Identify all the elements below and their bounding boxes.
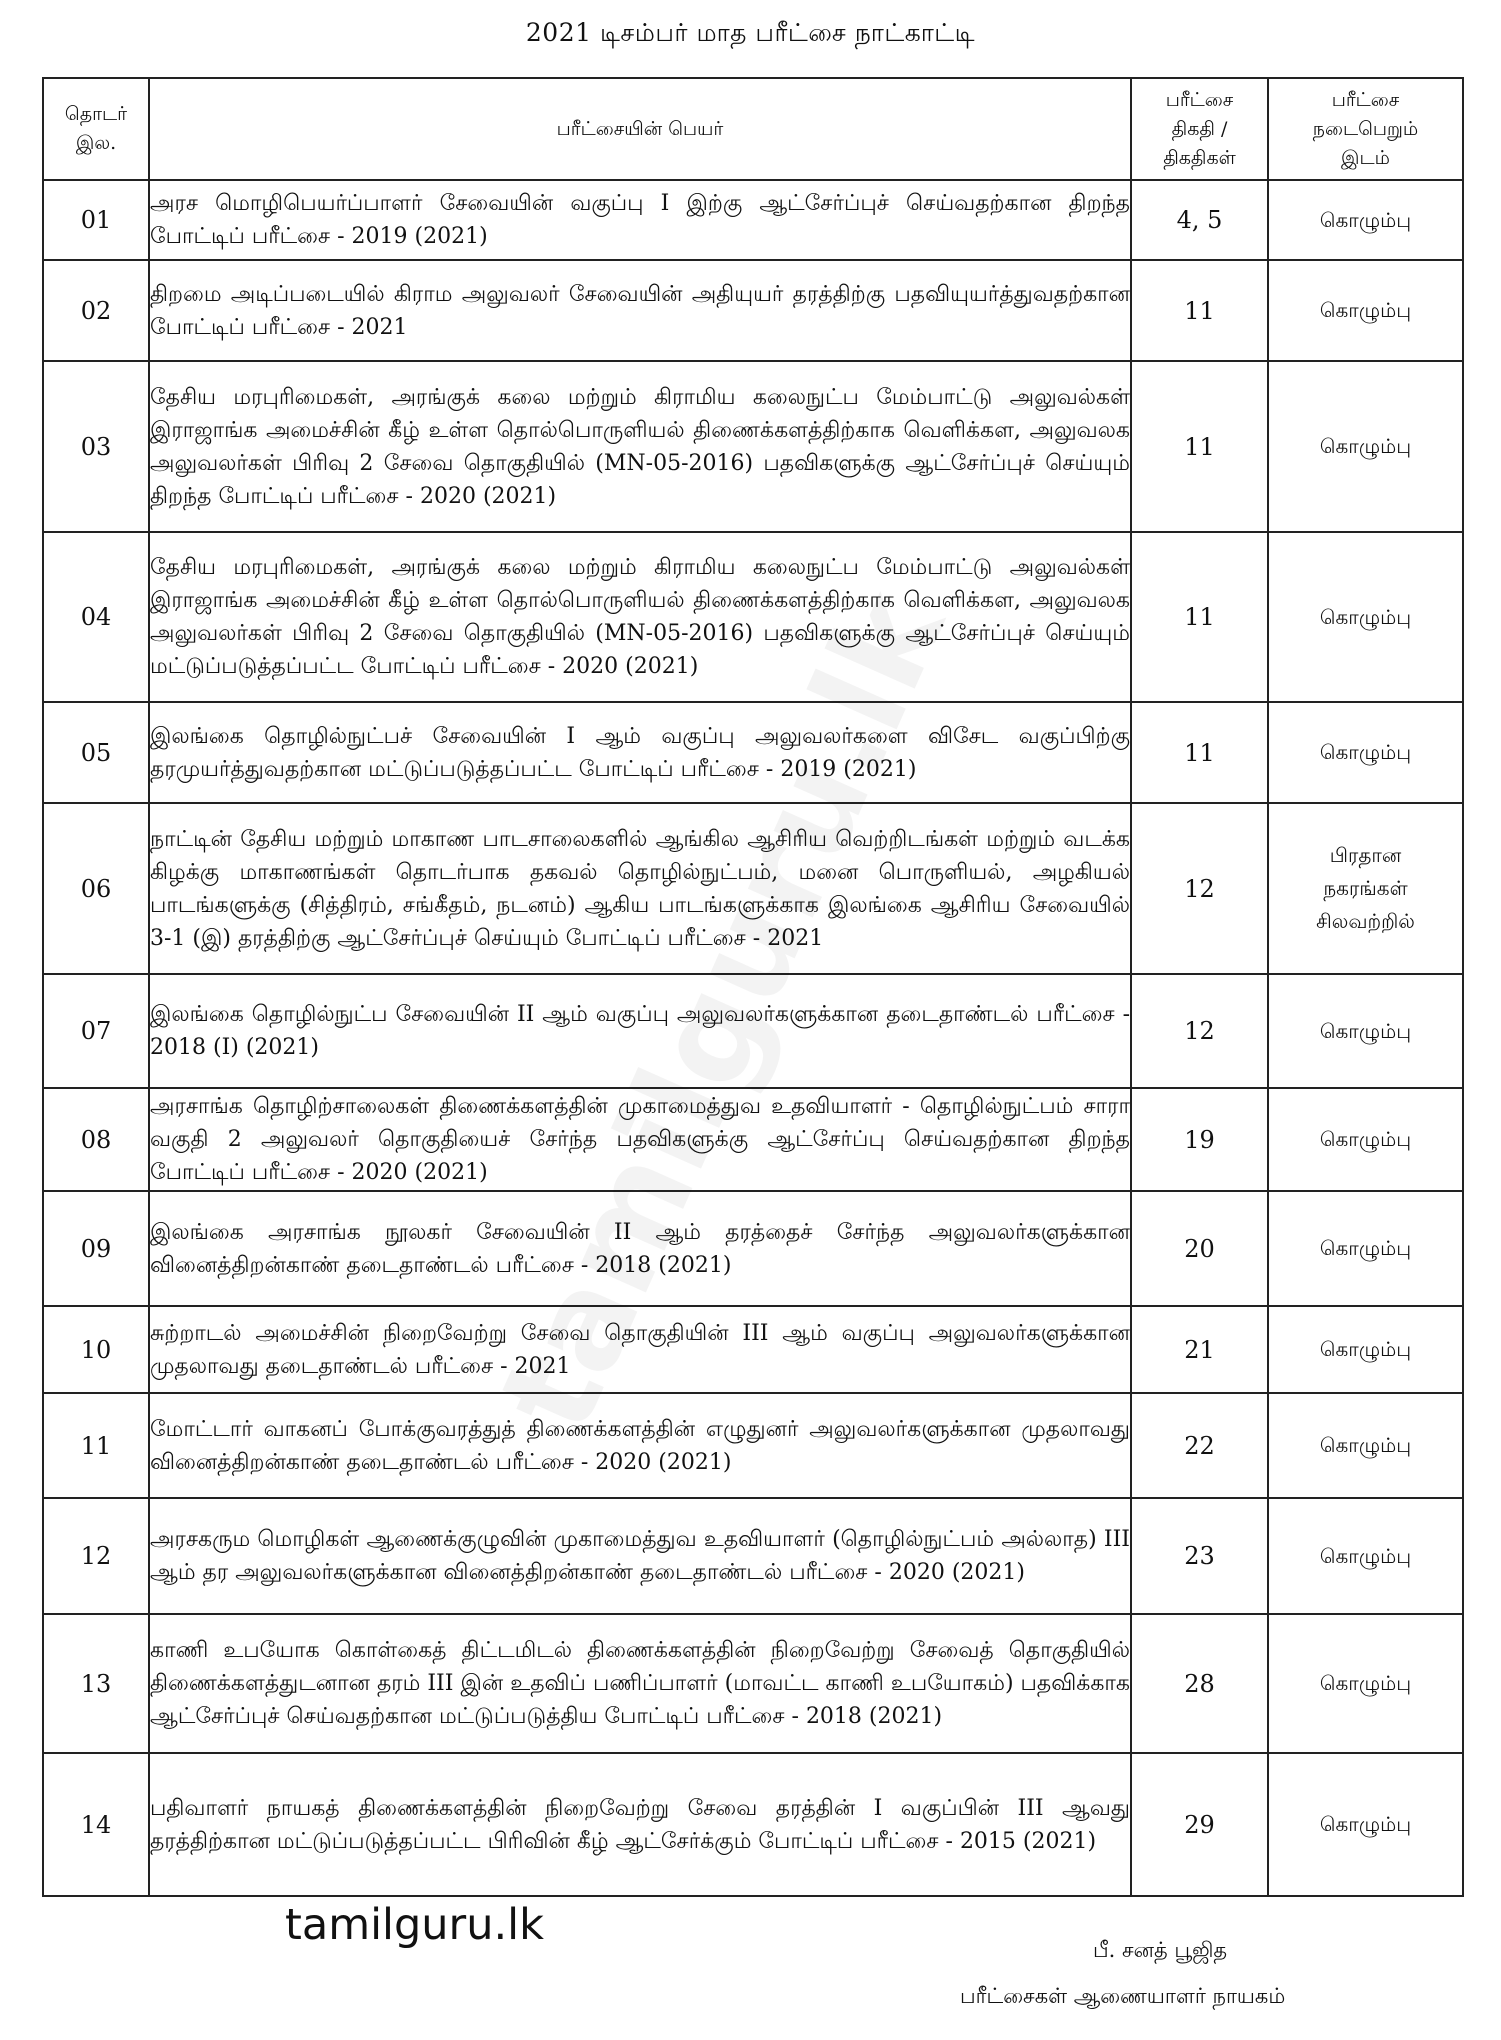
exam-place: கொழும்பு (1268, 1393, 1463, 1498)
exam-place: கொழும்பு (1268, 1753, 1463, 1896)
exam-date: 11 (1131, 260, 1268, 361)
exam-place: கொழும்பு (1268, 180, 1463, 260)
exam-name: நாட்டின் தேசிய மற்றும் மாகாண பாடசாலைகளில் ஆங்கில ஆசிரிய வெற்றிடங்கள் மற்றும் வடக்க கிழக்கு மாகாணங்கள் தொடர்பாக தகவல் தொழில்நுட்பம், மனை பொருளியல், அழகியல் பாடங்களுக்கு (சித்திரம், சங்கீதம், நடனம்) ஆகிய பாடங்களுக்காக இலங்கை ஆசிரிய சேவையில் 3-1 (இ) தரத்திற்கு ஆட்சேர்ப்புச் செய்யும் போட்டிப் பரீட்சை - 2021 (149, 803, 1131, 974)
exam-place: கொழும்பு (1268, 260, 1463, 361)
site-brand: tamilguru.lk (285, 1900, 544, 1950)
header-exam-name: பரீட்சையின் பெயர் (149, 78, 1131, 180)
row-number: 02 (43, 260, 149, 361)
exam-place: கொழும்பு (1268, 1498, 1463, 1614)
table-row (43, 1753, 1463, 1896)
signatory-name: பீ. சனத் பூஜித (1093, 1938, 1228, 1962)
exam-date: 21 (1131, 1306, 1268, 1393)
table-row (43, 1191, 1463, 1306)
exam-name: தேசிய மரபுரிமைகள், அரங்குக் கலை மற்றும் கிராமிய கலைநுட்ப மேம்பாட்டு அலுவல்கள் இராஜாங்க அமைச்சின் கீழ் உள்ள தொல்பொருளியல் திணைக்களத்திற்காக வெளிக்கள, அலுவலக அலுவலர்கள் பிரிவு 2 சேவை தொகுதியில் (MN-05-2016) பதவிகளுக்கு ஆட்சேர்ப்புச் செய்யும் திறந்த போட்டிப் பரீட்சை - 2020 (2021) (149, 361, 1131, 532)
exam-name: இலங்கை தொழில்நுட்பச் சேவையின் I ஆம் வகுப்பு அலுவலர்களை விசேட வகுப்பிற்கு தரமுயர்த்துவதற்கான மட்டுப்படுத்தப்பட்ட போட்டிப் பரீட்சை - 2019 (2021) (149, 702, 1131, 803)
exam-place: கொழும்பு (1268, 1614, 1463, 1753)
table-row (43, 1614, 1463, 1753)
row-number: 07 (43, 974, 149, 1088)
row-number: 05 (43, 702, 149, 803)
exam-date: 11 (1131, 532, 1268, 702)
exam-place: கொழும்பு (1268, 974, 1463, 1088)
page-title: 2021 டிசம்பர் மாத பரீட்சை நாட்காட்டி (525, 18, 976, 47)
table-row (43, 260, 1463, 361)
table-row (43, 532, 1463, 702)
exam-name: அரச மொழிபெயர்ப்பாளர் சேவையின் வகுப்பு I இற்கு ஆட்சேர்ப்புச் செய்வதற்கான திறந்த போட்டிப் பரீட்சை - 2019 (2021) (149, 180, 1131, 260)
row-number: 10 (43, 1306, 149, 1393)
exam-date: 12 (1131, 803, 1268, 974)
row-number: 01 (43, 180, 149, 260)
exam-name: தேசிய மரபுரிமைகள், அரங்குக் கலை மற்றும் கிராமிய கலைநுட்ப மேம்பாட்டு அலுவல்கள் இராஜாங்க அமைச்சின் கீழ் உள்ள தொல்பொருளியல் திணைக்களத்திற்காக வெளிக்கள, அலுவலக அலுவலர்கள் பிரிவு 2 சேவை தொகுதியில் (MN-05-2016) பதவிகளுக்கு ஆட்சேர்ப்புச் செய்யும் மட்டுப்படுத்தப்பட்ட போட்டிப் பரீட்சை - 2020 (2021) (149, 532, 1131, 702)
exam-name: அரசகரும மொழிகள் ஆணைக்குழுவின் முகாமைத்துவ உதவியாளர் (தொழில்நுட்பம் அல்லாத) III ஆம் தர அலுவலர்களுக்கான வினைத்திறன்காண் தடைதாண்டல் பரீட்சை - 2020 (2021) (149, 1498, 1131, 1614)
exam-date: 23 (1131, 1498, 1268, 1614)
exam-place: கொழும்பு (1268, 1306, 1463, 1393)
exam-place: கொழும்பு (1268, 361, 1463, 532)
table-row (43, 361, 1463, 532)
row-number: 03 (43, 361, 149, 532)
table-row (43, 1393, 1463, 1498)
exam-place: கொழும்பு (1268, 532, 1463, 702)
row-number: 09 (43, 1191, 149, 1306)
table-row (43, 1498, 1463, 1614)
row-number: 14 (43, 1753, 149, 1896)
exam-date: 4, 5 (1131, 180, 1268, 260)
exam-date: 12 (1131, 974, 1268, 1088)
exam-place: கொழும்பு (1268, 1191, 1463, 1306)
header-exam-date: பரீட்சை திகதி / திகதிகள் (1131, 78, 1268, 180)
table-row (43, 1306, 1463, 1393)
exam-name: மோட்டார் வாகனப் போக்குவரத்துத் திணைக்களத்தின் எழுதுனர் அலுவலர்களுக்கான முதலாவது வினைத்திறன்காண் தடைதாண்டல் பரீட்சை - 2020 (2021) (149, 1393, 1131, 1498)
row-number: 11 (43, 1393, 149, 1498)
exam-name: இலங்கை அரசாங்க நூலகர் சேவையின் II ஆம் தரத்தைச் சேர்ந்த அலுவலர்களுக்கான வினைத்திறன்காண் தடைதாண்டல் பரீட்சை - 2018 (2021) (149, 1191, 1131, 1306)
exam-place: கொழும்பு (1268, 1088, 1463, 1191)
exam-name: பதிவாளர் நாயகத் திணைக்களத்தின் நிறைவேற்று சேவை தரத்தின் I வகுப்பின் III ஆவது தரத்திற்கான மட்டுப்படுத்தப்பட்ட பிரிவின் கீழ் ஆட்சேர்க்கும் போட்டிப் பரீட்சை - 2015 (2021) (149, 1753, 1131, 1896)
exam-date: 22 (1131, 1393, 1268, 1498)
exam-place: பிரதான நகரங்கள் சிலவற்றில் (1268, 803, 1463, 974)
exam-date: 29 (1131, 1753, 1268, 1896)
exam-date: 19 (1131, 1088, 1268, 1191)
exam-date: 11 (1131, 702, 1268, 803)
exam-name: சுற்றாடல் அமைச்சின் நிறைவேற்று சேவை தொகுதியின் III ஆம் வகுப்பு அலுவலர்களுக்கான முதலாவது தடைதாண்டல் பரீட்சை - 2021 (149, 1306, 1131, 1393)
exam-place: கொழும்பு (1268, 702, 1463, 803)
exam-name: காணி உபயோக கொள்கைத் திட்டமிடல் திணைக்களத்தின் நிறைவேற்று சேவைத் தொகுதியில் திணைக்களத்துடனான தரம் III இன் உதவிப் பணிப்பாளர் (மாவட்ட காணி உபயோகம்) பதவிக்காக ஆட்சேர்ப்புச் செய்வதற்கான மட்டுப்படுத்திய போட்டிப் பரீட்சை - 2018 (2021) (149, 1614, 1131, 1753)
table-row (43, 180, 1463, 260)
exam-name: திறமை அடிப்படையில் கிராம அலுவலர் சேவையின் அதியுயர் தரத்திற்கு பதவியுயர்த்துவதற்கான போட்டிப் பரீட்சை - 2021 (149, 260, 1131, 361)
row-number: 08 (43, 1088, 149, 1191)
row-number: 06 (43, 803, 149, 974)
row-number: 13 (43, 1614, 149, 1753)
row-number: 12 (43, 1498, 149, 1614)
exam-name: இலங்கை தொழில்நுட்ப சேவையின் II ஆம் வகுப்பு அலுவலர்களுக்கான தடைதாண்டல் பரீட்சை - 2018 (I) (2021) (149, 974, 1131, 1088)
exam-date: 11 (1131, 361, 1268, 532)
exam-date: 28 (1131, 1614, 1268, 1753)
header-serial-no: தொடர் இல. (43, 78, 149, 180)
exam-date: 20 (1131, 1191, 1268, 1306)
header-exam-place: பரீட்சை நடைபெறும் இடம் (1268, 78, 1463, 180)
signatory-title: பரீட்சைகள் ஆணையாளர் நாயகம் (960, 1984, 1286, 2008)
row-number: 04 (43, 532, 149, 702)
exam-name: அரசாங்க தொழிற்சாலைகள் திணைக்களத்தின் முகாமைத்துவ உதவியாளர் - தொழில்நுட்பம் சாரா வகுதி 2 அலுவலர் தொகுதியைச் சேர்ந்த பதவிகளுக்கு ஆட்சேர்ப்பு செய்வதற்கான திறந்த போட்டிப் பரீட்சை - 2020 (2021) (149, 1088, 1131, 1191)
